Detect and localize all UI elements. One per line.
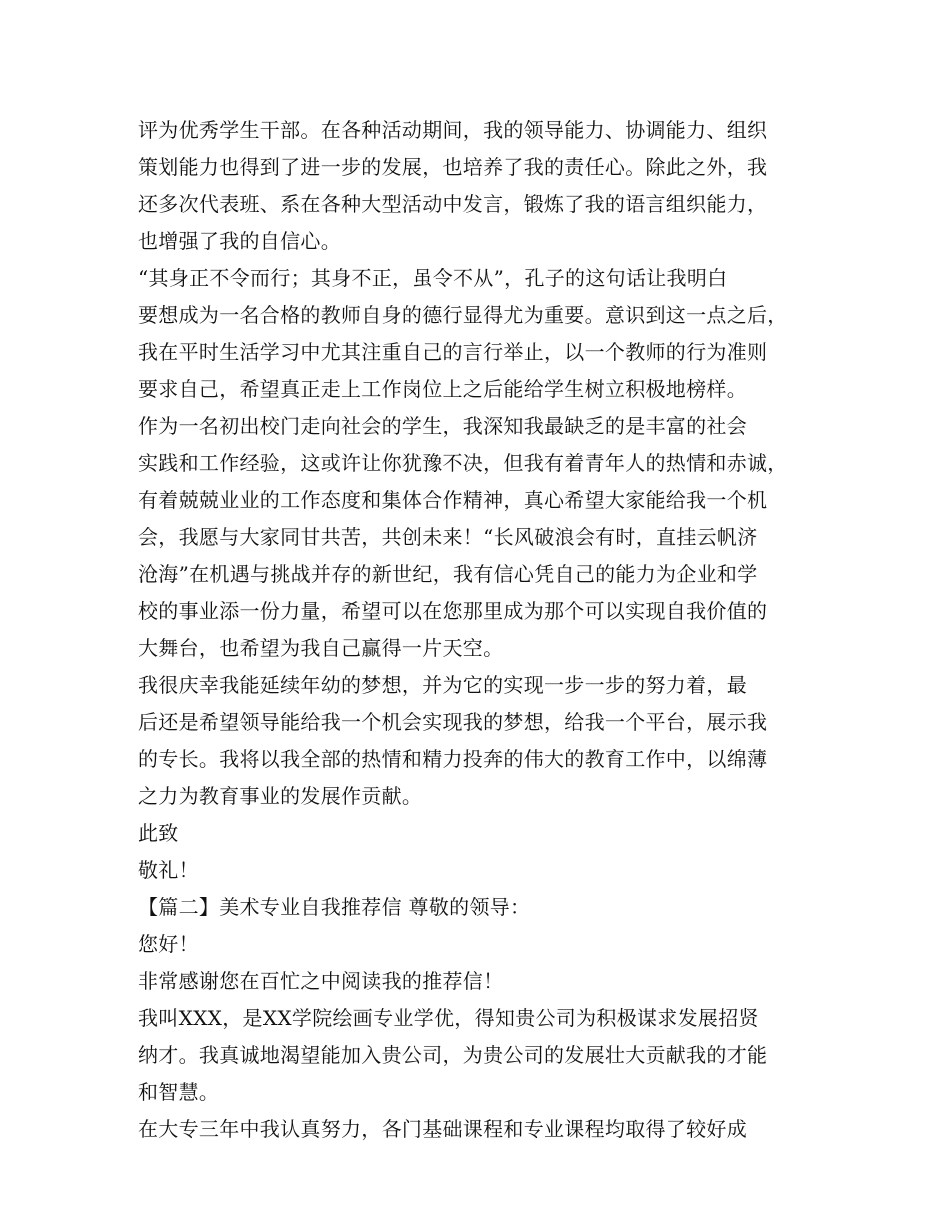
text-line: 还多次代表班、系在各种大型活动中发言，锻炼了我的语言组织能力， [138, 192, 768, 216]
letter-body [138, 112, 828, 1148]
section-heading: 【篇二】美术专业自我推荐信 尊敬的领导： [138, 895, 531, 919]
text-line: 沧海”在机遇与挑战并存的新世纪，我有信心凭自己的能力为企业和学 [138, 562, 758, 586]
text-line: 和智慧。 [138, 1080, 220, 1104]
text-line: 作为一名初出校门走向社会的学生，我深知我最缺乏的是丰富的社会 [138, 414, 747, 438]
text-line: 在大专三年中我认真努力，各门基础课程和专业课程均取得了较好成 [138, 1117, 747, 1141]
text-line: 要求自己，希望真正走上工作岗位上之后能给学生树立积极地榜样。 [138, 377, 747, 401]
text-line: 校的事业添一份力量，希望可以在您那里成为那个可以实现自我价值的 [138, 599, 768, 623]
text-line: 大舞台，也希望为我自己赢得一片天空。 [138, 636, 504, 660]
text-line: 纳才。我真诚地渴望能加入贵公司，为贵公司的发展壮大贡献我的才能 [138, 1043, 768, 1067]
closing-line: 敬礼！ [138, 858, 199, 882]
text-line: 后还是希望领导能给我一个机会实现我的梦想，给我一个平台，展示我 [138, 710, 768, 734]
text-line: “其身正不令而行；其身不正，虽令不从”，孔子的这句话让我明白 [138, 266, 728, 290]
text-line: 策划能力也得到了进一步的发展，也培养了我的责任心。除此之外，我 [138, 155, 768, 179]
text-line: 非常感谢您在百忙之中阅读我的推荐信！ [138, 969, 504, 993]
text-line: 有着兢兢业业的工作态度和集体合作精神，真心希望大家能给我一个机 [138, 488, 768, 512]
text-line: 要想成为一名合格的教师自身的德行显得尤为重要。意识到这一点之后， [138, 303, 788, 327]
closing-line: 此致 [138, 821, 179, 845]
text-line: 的专长。我将以我全部的热情和精力投奔的伟大的教育工作中，以绵薄 [138, 747, 768, 771]
text-line: 评为优秀学生干部。在各种活动期间，我的领导能力、协调能力、组织 [138, 118, 768, 142]
text-line: 我很庆幸我能延续年幼的梦想，并为它的实现一步一步的努力着，最 [138, 673, 747, 697]
text-line: 也增强了我的自信心。 [138, 229, 341, 253]
greeting-line: 您好！ [138, 932, 199, 956]
text-line: 会，我愿与大家同甘共苦，共创未来！“长风破浪会有时，直挂云帆济 [138, 525, 758, 549]
text-line: 我叫XXX，是XX学院绘画专业学优，得知贵公司为积极谋求发展招贤 [138, 1006, 759, 1030]
text-line: 我在平时生活学习中尤其注重自己的言行举止，以一个教师的行为准则 [138, 340, 768, 364]
text-line: 之力为教育事业的发展作贡献。 [138, 784, 423, 808]
text-line: 实践和工作经验，这或许让你犹豫不决，但我有着青年人的热情和赤诚， [138, 451, 788, 475]
